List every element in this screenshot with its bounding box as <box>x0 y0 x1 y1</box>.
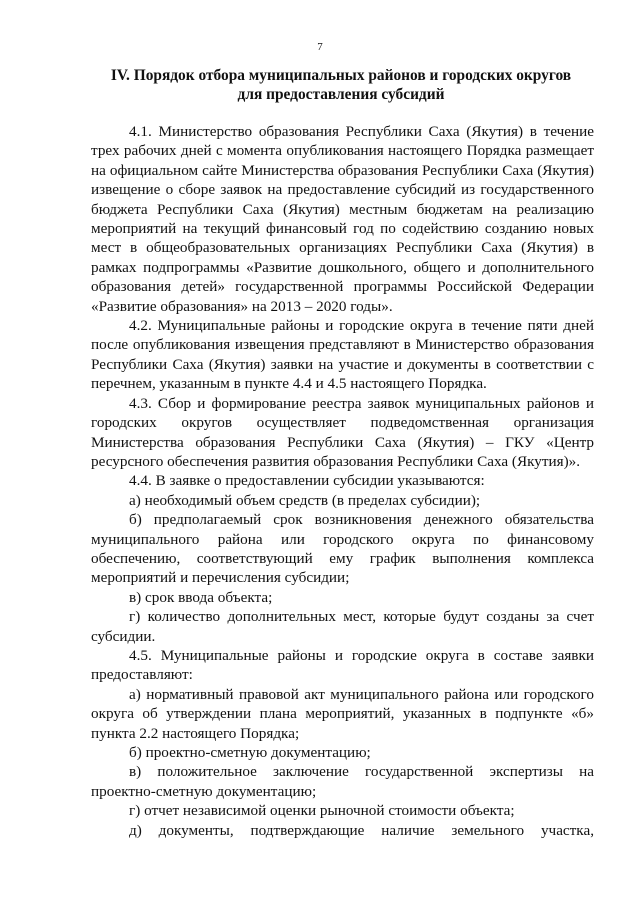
text-line: 4.2. Муниципальные районы и городские округа в течение пяти дней <box>129 317 594 335</box>
text-line: б) проектно-сметную документацию; <box>129 744 371 761</box>
paragraph <box>91 122 594 316</box>
text-line: субсидии. <box>91 627 156 645</box>
paragraph <box>91 491 594 510</box>
page-number: 7 <box>317 41 323 53</box>
paragraph <box>91 510 594 588</box>
text-line: муниципального района или городского округа по финансовому <box>91 530 594 548</box>
paragraph <box>91 801 594 820</box>
text-line: г) количество дополнительных мест, которые будут созданы за счет <box>129 608 594 626</box>
text-line: перечнем, указанным в пункте 4.4 и 4.5 настоящего Порядка. <box>91 375 487 393</box>
paragraph <box>91 762 594 801</box>
text-line: 4.5. Муниципальные районы и городские округа в составе заявки <box>129 646 594 664</box>
heading-line: для предоставления субсидий <box>237 86 445 103</box>
text-line: 4.4. В заявке о предоставлении субсидии указываются: <box>129 472 485 490</box>
text-line: извещение о сборе заявок на предоставление субсидий из государственного <box>91 181 594 199</box>
paragraph <box>91 743 594 762</box>
text-line: в) срок ввода объекта; <box>129 588 273 606</box>
text-line: городских округов осуществляет подведомственная организация <box>91 414 594 432</box>
paragraph <box>91 471 594 490</box>
paragraph <box>91 588 594 607</box>
text-line: в) положительное заключение государственной экспертизы на <box>129 763 594 781</box>
text-line: г) отчет независимой оценки рыночной стоимости объекта; <box>129 802 515 820</box>
paragraph <box>91 394 594 472</box>
text-line: мест в общеобразовательных организациях Республики Саха (Якутия) в <box>91 239 594 257</box>
text-line: «Развитие образования» на 2013 – 2020 годы». <box>91 297 393 315</box>
paragraph <box>91 316 594 394</box>
text-line: пункта 2.2 настоящего Порядка; <box>91 724 300 742</box>
text-line: после опубликования извещения представляют в Министерство образования <box>91 336 594 354</box>
text-line: образования детей» государственной программы Российской Федерации <box>91 278 594 296</box>
text-line: на официальном сайте Министерства образования Республики Саха (Якутия) <box>91 161 594 179</box>
text-line: округа об утверждении плана мероприятий, указанных в подпункте «б» <box>91 705 594 723</box>
paragraph <box>91 607 594 646</box>
text-line: б) предполагаемый срок возникновения денежного обязательства <box>129 511 594 529</box>
text-line: а) нормативный правовой акт муниципального района или городского <box>129 685 594 703</box>
text-line: мероприятий и перечисления субсидии; <box>91 569 350 587</box>
text-line: Министерства образования Республики Саха (Якутия) – ГКУ «Центр <box>91 433 594 451</box>
text-line: Республики Саха (Якутия) заявки на участие и документы в соответствии с <box>91 355 594 373</box>
paragraph <box>91 646 594 685</box>
text-line: рамках подпрограммы «Развитие дошкольного, общего и дополнительного <box>91 258 594 276</box>
text-line: ресурсного обеспечения развития образования Республики Саха (Якутия)». <box>91 452 581 470</box>
heading-line: IV. Порядок отбора муниципальных районов и городских округов <box>110 67 572 84</box>
text-line: а) необходимый объем средств (в пределах субсидии); <box>129 491 481 509</box>
paragraph <box>91 685 594 743</box>
text-line: трех рабочих дней с момента опубликования настоящего Порядка размещает <box>91 142 594 160</box>
text-line: д) документы, подтверждающие наличие земельного участка, <box>129 821 594 839</box>
text-line: предоставляют: <box>91 666 193 684</box>
text-line: обеспечению, соответствующий ему график выполнения комплекса <box>91 549 594 567</box>
text-line: бюджета Республики Саха (Якутия) местным бюджетам на реализацию <box>91 200 594 218</box>
text-line: мероприятий на текущий финансовый год по содействию созданию новых <box>91 220 594 238</box>
document-body <box>91 122 594 840</box>
text-line: 4.3. Сбор и формирование реестра заявок муниципальных районов и <box>129 394 594 412</box>
text-line: проектно-сметную документацию; <box>91 782 317 800</box>
paragraph <box>91 821 594 840</box>
section-heading <box>90 66 592 104</box>
text-line: 4.1. Министерство образования Республики Саха (Якутия) в течение <box>129 123 594 140</box>
